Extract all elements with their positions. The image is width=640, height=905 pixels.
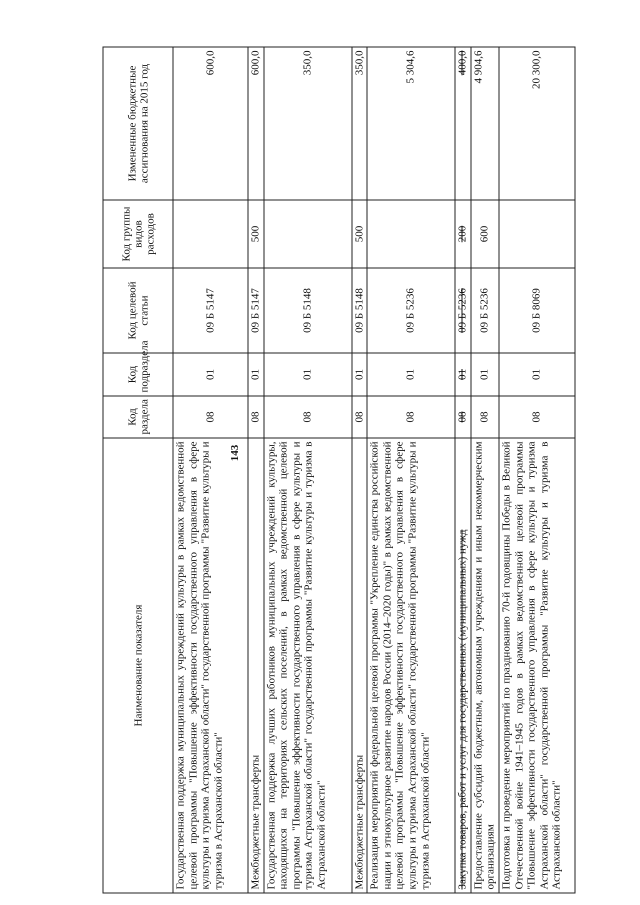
row-group	[367, 200, 455, 268]
row-amount: 5 304,6	[367, 47, 455, 200]
table-row	[471, 47, 499, 893]
row-group: 600	[471, 200, 499, 268]
row-name: Закупка товаров, работ и услуг для государственных (муниципальных) нужд	[455, 438, 471, 893]
row-target: 09 Б 5147	[248, 268, 264, 353]
row-name: Государственная поддержка муниципальных учреждений культуры в рамках ведомственной целевой программы "Повышение эффективности государственного управления в сфере культуры и туризма Астраханской области" государственной программы "Развитие культуры и туризма в Астраханской области"	[173, 438, 248, 893]
row-name: Межбюджетные трансферты	[248, 438, 264, 893]
row-subsection: 01	[455, 353, 471, 396]
row-name: Подготовка и проведение мероприятий по празднованию 70-й годовщины Победы в Великой Отечественной войне 1941–1945 годов в рамках ведомственной целевой программы "Повышение эффективности государственного управления в сфере культуры и туризма Астраханской области" государственной программы "Развитие культуры и туризма в Астраханской области"	[499, 438, 575, 893]
row-name: Предоставление субсидий бюджетным, автономным учреждениям и иным некоммерческим организациям	[471, 438, 499, 893]
row-group	[264, 200, 352, 268]
row-subsection: 01	[264, 353, 352, 396]
row-amount: 400,0	[455, 47, 471, 200]
row-group	[173, 200, 248, 268]
row-section: 08	[173, 396, 248, 438]
row-target: 09 Б 5147	[173, 268, 248, 353]
table-row	[352, 47, 368, 893]
row-section: 08	[352, 396, 368, 438]
row-group: 200	[455, 200, 471, 268]
row-group	[499, 200, 575, 268]
row-name: Межбюджетные трансферты	[352, 438, 368, 893]
table-row	[248, 47, 264, 893]
row-subsection: 01	[248, 353, 264, 396]
table-header-row	[103, 47, 173, 893]
row-section: 08	[455, 396, 471, 438]
row-target: 09 Б 5148	[264, 268, 352, 353]
header-section: Код раздела	[103, 396, 173, 438]
row-amount: 4 904,6	[471, 47, 499, 200]
row-section: 08	[367, 396, 455, 438]
table-row	[367, 47, 455, 893]
row-target: 09 Б 5148	[352, 268, 368, 353]
row-name: Реализация мероприятий федеральной целевой программы "Укрепление единства российской нации и этнокультурное развитие народов России (2014–2020 годы)" в рамках ведомственной целевой программы "Повышение эффективности государственного управления в сфере культуры и туризма Астраханской области" государственной программы "Развитие культуры и туризма в Астраханской области"	[367, 438, 455, 893]
row-subsection: 01	[352, 353, 368, 396]
row-section: 08	[471, 396, 499, 438]
row-section: 08	[264, 396, 352, 438]
row-amount: 20 300,0	[499, 47, 575, 200]
row-amount: 350,0	[264, 47, 352, 200]
table-row	[455, 47, 471, 893]
header-name: Наименование показателя	[103, 438, 173, 893]
document-table-container	[103, 47, 563, 893]
header-target: Код целевой статьи	[103, 268, 173, 353]
row-subsection: 01	[499, 353, 575, 396]
row-target: 09 Б 5236	[471, 268, 499, 353]
table-row	[499, 47, 575, 893]
row-group: 500	[352, 200, 368, 268]
header-amount: Измененные бюджетные ассигнования на 2015 год	[103, 47, 173, 200]
row-amount: 600,0	[173, 47, 248, 200]
row-target: 09 Б 8069	[499, 268, 575, 353]
row-name: Государственная поддержка лучших работников муниципальных учреждений культуры, находящихся на территориях сельских поселений, в рамках ведомственной целевой программы "Повышение эффективности государственного управления в сфере культуры и туризма Астраханской области" государственной программы "Развитие культуры и туризма в Астраханской области"	[264, 438, 352, 893]
row-amount: 600,0	[248, 47, 264, 200]
header-expense-group: Код группы видов расходов	[103, 200, 173, 268]
row-amount: 350,0	[352, 47, 368, 200]
header-subsection: Код подраздела	[103, 353, 173, 396]
row-section: 08	[248, 396, 264, 438]
row-group: 500	[248, 200, 264, 268]
row-subsection: 01	[471, 353, 499, 396]
row-subsection: 01	[173, 353, 248, 396]
page-number: 143	[229, 444, 241, 462]
row-subsection: 01	[367, 353, 455, 396]
budget-table	[103, 46, 576, 893]
row-section: 08	[499, 396, 575, 438]
row-target: 09 Б 5236	[455, 268, 471, 353]
table-row	[264, 47, 352, 893]
table-row	[173, 47, 248, 893]
row-target: 09 Б 5236	[367, 268, 455, 353]
